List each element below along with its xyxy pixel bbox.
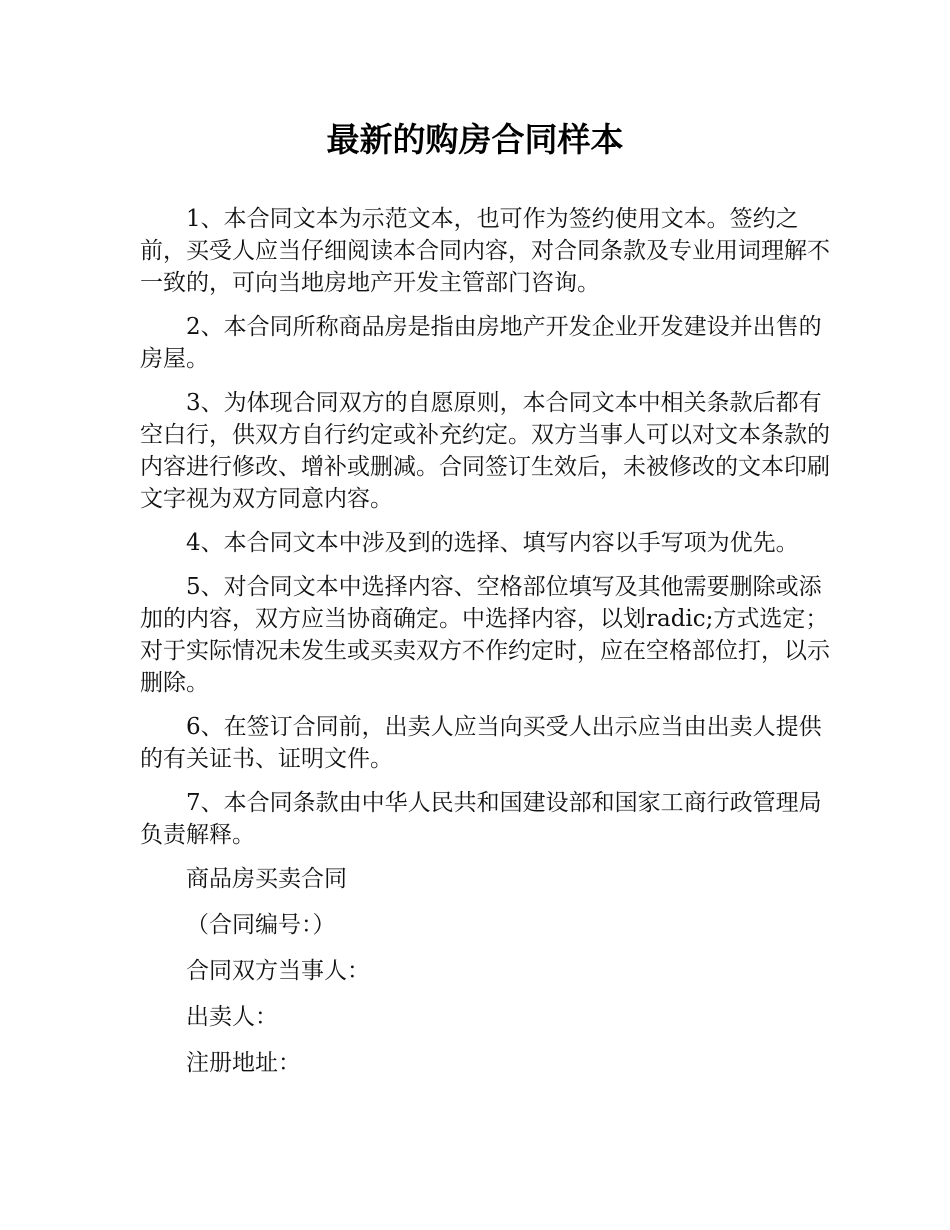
contract-heading: 商品房买卖合同 — [186, 866, 347, 892]
clause-1: 1、本合同文本为示范文本，也可作为签约使用文本。签约之前，买受人应当仔细阅读本合同内容，对合同条款及专业用词理解不一致的，可向当地房地产开发主管部门咨询。 — [140, 206, 830, 296]
contract-number-line: （合同编号：） — [186, 912, 336, 938]
registered-address-line: 注册地址： — [186, 1050, 301, 1076]
clause-4: 4、本合同文本中涉及到的选择、填写内容以手写项为优先。 — [186, 530, 799, 556]
clause-2: 2、本合同所称商品房是指由房地产开发企业开发建设并出售的房屋。 — [140, 314, 822, 372]
parties-line: 合同双方当事人： — [186, 958, 370, 984]
clause-3: 3、为体现合同双方的自愿原则，本合同文本中相关条款后都有空白行，供双方自行约定或补充约定。双方当事人可以对文本条款的内容进行修改、增补或删减。合同签订生效后，未被修改的文本印刷文字视为双方同意内容。 — [140, 390, 830, 512]
document-body — [140, 203, 830, 1093]
clause-5: 5、对合同文本中选择内容、空格部位填写及其他需要删除或添加的内容，双方应当协商确定。中选择内容，以划radic;方式选定；对于实际情况未发生或买卖双方不作约定时，应在空格部位打，以示删除。 — [140, 574, 830, 696]
clause-6: 6、在签订合同前，出卖人应当向买受人出示应当由出卖人提供的有关证书、证明文件。 — [140, 714, 822, 772]
clause-7: 7、本合同条款由中华人民共和国建设部和国家工商行政管理局负责解释。 — [140, 790, 822, 848]
seller-line: 出卖人： — [186, 1004, 278, 1030]
document-title: 最新的购房合同样本 — [326, 120, 624, 159]
